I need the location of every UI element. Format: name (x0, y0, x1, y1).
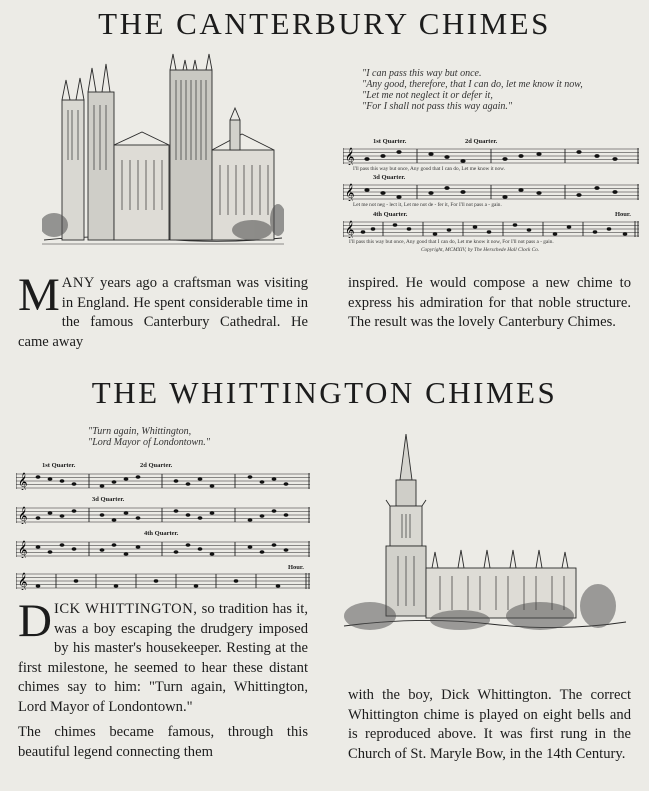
paragraph-text: The chimes became famous, through this beautiful legend connecting them (18, 724, 308, 760)
canterbury-quote (362, 68, 583, 112)
quote-line: "I can pass this way but once. (362, 68, 482, 79)
lead-in: ICK WHITTINGTON, (53, 601, 198, 617)
canterbury-lyric-3: I'll pass this way but once, Any good that I can do, Let me know it now, For I'll not pass a - gain. (349, 239, 554, 245)
whittington-quote (88, 426, 210, 448)
canterbury-staff-3 (343, 218, 639, 238)
whittington-text-column-1 (18, 595, 308, 762)
whittington-text-column-2 (348, 686, 631, 764)
staff-label-hour: Hour. (288, 564, 304, 571)
whittington-sheet-music (16, 462, 310, 594)
paragraph-text: years ago a craftsman was visiting in England. He spent considerable time in the famous Canterbury Cathedral. He came away (18, 275, 308, 350)
svg-text:𝄞: 𝄞 (345, 149, 355, 165)
quote-line: "Lord Mayor of Londontown." (88, 437, 210, 448)
staff-label-3d-quarter: 3d Quarter. (92, 496, 125, 503)
quote-line: "Turn again, Whittington, (88, 426, 192, 437)
staff-label-4th-quarter: 4th Quarter. (373, 211, 408, 218)
staff-label-2d-quarter: 2d Quarter. (465, 138, 498, 145)
whittington-title: THE WHITTINGTON CHIMES (91, 375, 558, 410)
whittington-staff-4 (16, 570, 310, 590)
quote-line: "Let me not neglect it or defer it, (362, 90, 493, 101)
canterbury-title: THE CANTERBURY CHIMES (98, 6, 551, 41)
quote-line: "For I shall not pass this way again." (362, 101, 513, 112)
drop-cap: M (18, 269, 60, 321)
canterbury-lyric-2: Let me not neg - lect it, Let me not de - fer it, For I'll not pass a - gain. (353, 202, 502, 208)
svg-text:𝄞: 𝄞 (345, 185, 355, 201)
svg-text:𝄞: 𝄞 (18, 474, 28, 490)
staff-label-hour: Hour. (615, 211, 631, 218)
staff-label-4th-quarter: 4th Quarter. (144, 530, 179, 537)
canterbury-staff-2 (343, 181, 639, 201)
svg-text:𝄞: 𝄞 (345, 222, 355, 238)
canterbury-lyric-1: I'll pass this way but once, Any good that I can do, Let me know it now. (353, 166, 505, 172)
paragraph-text: inspired. He would compose a new chime to express his admiration for that noble structure. The result was the lovely Canterbury Chimes. (348, 275, 631, 330)
canterbury-sheet-music (343, 135, 639, 261)
svg-text:𝄞: 𝄞 (18, 574, 28, 590)
whittington-staff-1 (16, 470, 310, 490)
svg-text:𝄞: 𝄞 (18, 542, 28, 558)
copyright-line: Copyright, MCMXIV, by The Herschede Hall Clock Co. (421, 247, 540, 253)
canterbury-text-column-1 (18, 269, 308, 352)
canterbury-text-column-2 (348, 274, 631, 333)
svg-text:𝄞: 𝄞 (18, 508, 28, 524)
drop-cap: D (18, 595, 52, 647)
staff-label-3d-quarter: 3d Quarter. (373, 174, 406, 181)
paragraph-text: with the boy, Dick Whittington. The correct Whittington chime is played on eight bells and is reproduced above. It was first rung in the Church of St. Maryle Bow, in the 14th Century. (348, 687, 631, 762)
st-mary-le-bow-church-illustration (340, 430, 630, 644)
lead-in: ANY (61, 275, 95, 291)
staff-label-2d-quarter: 2d Quarter. (140, 462, 173, 469)
canterbury-cathedral-illustration (42, 50, 284, 246)
whittington-staff-2 (16, 504, 310, 524)
quote-line: "Any good, therefore, that I can do, let me know it now, (362, 79, 583, 90)
paragraph-text: so tradition has it, was a boy escaping the drudgery imposed by his master's housekeeper. Resting at the first milestone, he seemed to hear these distant chimes say to him: "Turn again, Whittington, Lord Mayor of Londontown." (18, 601, 308, 715)
canterbury-staff-1 (343, 145, 639, 165)
staff-label-1st-quarter: 1st Quarter. (373, 138, 407, 145)
whittington-staff-3 (16, 538, 310, 558)
staff-label-1st-quarter: 1st Quarter. (42, 462, 76, 469)
